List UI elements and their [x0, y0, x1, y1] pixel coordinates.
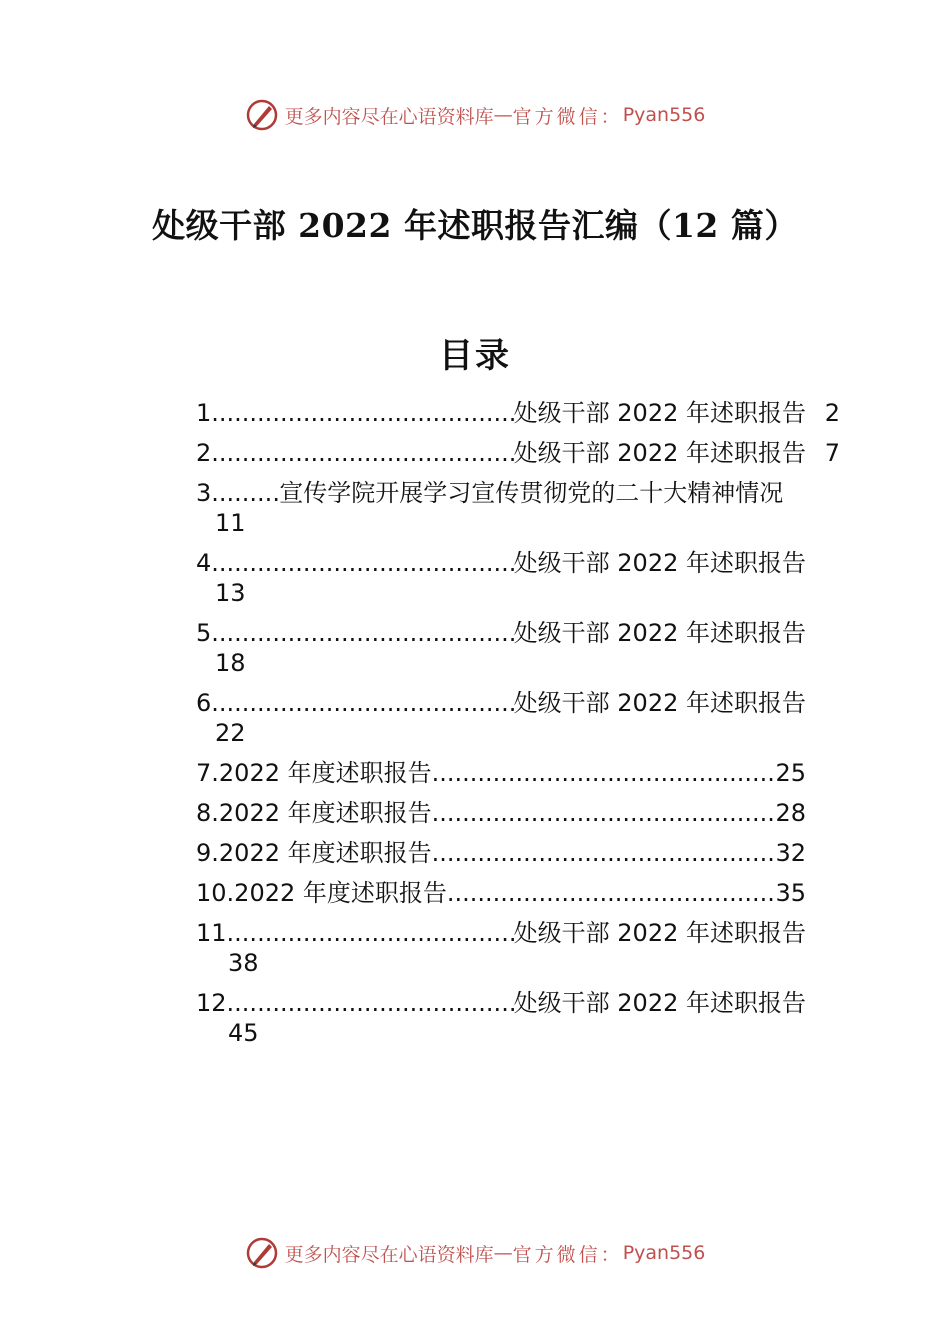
toc-entry-number: 12: [196, 989, 227, 1017]
toc-entry-page: 13: [215, 579, 246, 607]
toc-entry-title: 处级干部 2022 年述职报告: [513, 919, 806, 947]
toc-entry-number: 6: [196, 689, 212, 717]
toc-entry-number: 1: [196, 399, 212, 427]
toc-entry-title: .2022 年度述职报告: [211, 799, 432, 827]
toc-entry[interactable]: [196, 618, 846, 678]
banner-label: 官方微信：: [512, 1243, 623, 1266]
document-title: 处级干部 2022 年述职报告汇编（12 篇）: [152, 206, 798, 245]
toc-entry-page: 2: [824, 399, 840, 427]
toc-entry[interactable]: [196, 438, 846, 468]
toc-heading: 目录: [439, 336, 511, 376]
header-banner: [0, 95, 950, 135]
banner-separator: —: [493, 1242, 513, 1264]
toc-leader-dots: [432, 798, 776, 828]
toc-leader-dots: [447, 878, 776, 908]
toc-entry-title: .2022 年度述职报告: [211, 759, 432, 787]
banner-separator: —: [493, 104, 513, 126]
toc-entry-title: 处级干部 2022 年述职报告: [513, 549, 806, 577]
toc-entry-title: 处级干部 2022 年述职报告: [513, 439, 806, 467]
toc-entry[interactable]: [196, 688, 846, 748]
banner-main-text: 更多内容尽在心语资料库: [284, 1243, 494, 1266]
toc-entry-number: 10: [196, 879, 227, 907]
toc-entry[interactable]: [196, 398, 846, 428]
toc-entry-page: 32: [775, 839, 806, 867]
toc-entry-title: 处级干部 2022 年述职报告: [513, 689, 806, 717]
footer-banner: [0, 1233, 950, 1273]
banner-label: 官方微信：: [512, 105, 623, 128]
toc-leader-dots: [227, 918, 514, 948]
toc-entry-page: 45: [228, 1019, 259, 1047]
toc-entry-page: 22: [215, 719, 246, 747]
toc-entry[interactable]: [196, 548, 846, 608]
banner-main-text: 更多内容尽在心语资料库: [284, 105, 494, 128]
toc-entry-number: 5: [196, 619, 212, 647]
toc-leader-dots: [432, 758, 776, 788]
toc-entry-title: 宣传学院开展学习宣传贯彻党的二十大精神情况: [279, 479, 784, 507]
toc-entry-title: 处级干部 2022 年述职报告: [513, 399, 806, 427]
toc-entry-title: 处级干部 2022 年述职报告: [513, 989, 806, 1017]
toc-entry-page: 25: [775, 759, 806, 787]
toc-entry-page: 35: [775, 879, 806, 907]
toc-entry-number: 3: [196, 479, 212, 507]
toc-entry-page: 11: [215, 509, 246, 537]
table-of-contents: [196, 398, 846, 1058]
toc-leader-dots: [211, 618, 513, 648]
toc-entry[interactable]: [196, 478, 846, 538]
toc-entry[interactable]: [196, 798, 846, 828]
toc-leader-dots: [211, 478, 279, 508]
toc-entry[interactable]: [196, 838, 846, 868]
banner-wechat-id: Pyan556: [622, 104, 706, 126]
toc-entry-page: 7: [824, 439, 840, 467]
toc-leader-dots: [432, 838, 776, 868]
toc-entry-page: 38: [228, 949, 259, 977]
toc-leader-dots: [211, 688, 513, 718]
toc-entry[interactable]: [196, 878, 846, 908]
toc-entry-number: 2: [196, 439, 212, 467]
pen-logo-icon: [245, 1236, 279, 1270]
toc-entry-page: 18: [215, 649, 246, 677]
toc-entry-title: .2022 年度述职报告: [211, 839, 432, 867]
toc-entry-number: 7: [196, 759, 212, 787]
toc-entry-title: .2022 年度述职报告: [226, 879, 447, 907]
pen-logo-icon: [245, 98, 279, 132]
toc-entry-title: 处级干部 2022 年述职报告: [513, 619, 806, 647]
toc-entry[interactable]: [196, 758, 846, 788]
toc-entry-number: 4: [196, 549, 212, 577]
toc-entry-number: 9: [196, 839, 212, 867]
toc-leader-dots: [211, 548, 513, 578]
toc-entry[interactable]: [196, 918, 846, 978]
toc-entry-number: 8: [196, 799, 212, 827]
toc-entry-number: 11: [196, 919, 227, 947]
toc-leader-dots: [227, 988, 514, 1018]
banner-wechat-id: Pyan556: [622, 1242, 706, 1264]
toc-leader-dots: [211, 438, 513, 468]
toc-entry[interactable]: [196, 988, 846, 1048]
toc-entry-page: 28: [775, 799, 806, 827]
toc-leader-dots: [211, 398, 513, 428]
